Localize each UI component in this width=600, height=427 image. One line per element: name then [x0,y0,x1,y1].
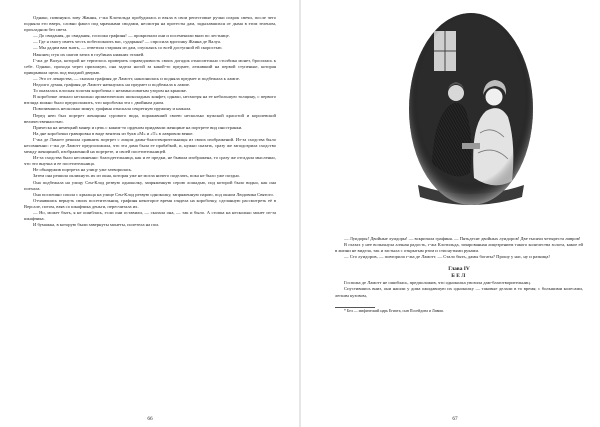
paragraph: И бумажка, в которую были завернуты монеты, полетела на пол. [33,222,160,228]
paragraph: — Но, может быть, я не ошиблась, если они оставили, — сказала она, — так и было. А стопка на несколько монет из-за шкафчика. [24,210,276,222]
paragraph: Перед нею был портрет женщины сурового вида, поражавший своею несколько мужской красотой и королевской величественностью. [24,112,276,124]
paragraph: То оказалась плоская золотая коробочка с незамысловатым узором на крышке. [33,88,187,94]
paragraph: — Мы дадим вам знать, — ответила старшая из дам, спускаясь со всей доступной ей скоростью. [33,45,223,51]
paragraph: На дне коробочки гравировка в виде вензеля из букв «М» и «Т» в лавровом венке. [33,130,194,136]
paragraph: Г-жа де Валуа, которой не терпелось проверить справедливость своих догадок относительно столбика монет, бросилась к себе. Однако, проходя через прихожую, она задела ногой за какой-то предмет, лежавший на первой ступеньке, которая прикрывала щель под входной дверью. [24,57,276,75]
paragraph: — До свидания, до свидания, госпожа графиня! — прокричали они и посеменили вниз по лестнице. [33,33,230,39]
paragraph: Она поспешно сошла с крыльца на улице Сен-Клод резвую одноколку, запряженную парою, под окном Людовика Святого. [33,191,274,197]
footnote: * Бел — мифический царь Египта, сын Посейдона и Ливии. [344,309,444,314]
paragraph: Отчаявшись вернуть своих посетительниц, графиня некоторое время глядела на коробочку, сделанную рассмотреть её в Версале, потом, взяв со шкафчика деньги, пересчитала их. [24,197,276,209]
paragraph: Госпожа де Ламотт не ошиблась, предположив, что одноколка увозила дам-благотворительниц. [344,280,531,286]
left-page [0,0,299,427]
engraving-illustration [404,13,538,217]
paragraph: Г-жа де Ламотт решила сравнить портрет с лицом дамы-благотворительницы из своих изображений. Из-за сходства было несомненно: г-жа де Ламотт предположила, что эта дама была ее прабабкой, и, нужно сказать, сразу же заподозрила сходство между женщиной, изображенной на портрете, и своей посетительницей. [24,136,276,155]
paragraph: В коробочке лежало несколько ароматических шоколадных конфет, однако, несмотря на ее небольшую толщину, с первого взгляда можно было предположить, что коробочка эта с двойным дном. [24,94,276,106]
paragraph: — Луидоры! Двойные луидоры! — вскричала графиня. — Пятьдесят двойных луидоров! Две тысячи четыреста ливров! [344,236,581,241]
page-number-left: 66 [147,416,153,422]
paragraph: Спустившись вниз, они нашли у дома ожидавшую их одноколку — таковые делали в то время; с большими колесами, легким кузовом, [335,286,583,298]
page-number-right: 67 [452,416,458,422]
paragraph: Недолго думая, графиня де Ламотт наткнулась на предмет и подбежала к лампе. [33,82,191,88]
right-text-column [335,236,583,314]
paragraph: В глазах у нее вспыхнула алчная радость, г-жа Клотильда, зачарованная лицезрением такого количества золота, какое ей в жизни не видела, так и застыла с открытым ртом и стиснутыми руками. [335,242,583,254]
paragraph: Прическа на немецкий манер и цепь с каким-то орденом придавали женщине на портрете вид иностранки. [33,124,243,130]
paragraph: Повозившись несколько минут, графиня отыскала секретную пружину и нажала. [33,106,192,112]
paragraph: Наконец стук их шагов затих в глубинах нижних этажей. [33,51,145,57]
footnote-rule [335,307,375,308]
right-page [301,0,600,427]
paragraph: Однако, повинуясь зову Жанны, г-жа Клотильда пробудилась и взяла в свои репестовые ручки огарок свечи, после чего подняла его вверх, словно факел под мрачными сводами, несмотря на протесты дам, задыхавшихся от дыма в этом зеленом, прохладном без света. [24,15,276,33]
paragraph: Она подбежала на улицу Сен-Клод резвую одноколку, запряженную серою лошадью, под которой было видно, как она поехала. [24,179,276,191]
chapter-title: БЕЛ [451,273,467,280]
paragraph: Затем она решила окликнуть их из окна, которая уже не могла ничего поделать, пока не было уже поздно. [33,173,241,179]
paragraph: — Сто луидоров, — повторила г-жа де Ламотт. — Стало быть, дамы богаты? Прошу у нас, ну и разница! [344,254,550,260]
paragraph: Не обнаружив портрета на улицу уже затворилась. [33,167,133,173]
paragraph: Из-за сходства было несомненно: благодетельница, как и ее предки, не бывала изображена, то сразу же отгадала мысленно, что это внучка и ее посетительница. [24,155,276,167]
chapter-number: Глава IV [448,266,470,273]
paragraph: — Это от лекарства, — сказала графиня де Ламотт, наклонилась и подняла предмет и подбежала к лампе. [33,75,240,81]
paragraph: — Где я смогу иметь честь побеспокоить вас, сударыня? — спросила вдогонку Жанна де Валуа. [33,39,222,45]
left-text-column [24,15,276,228]
